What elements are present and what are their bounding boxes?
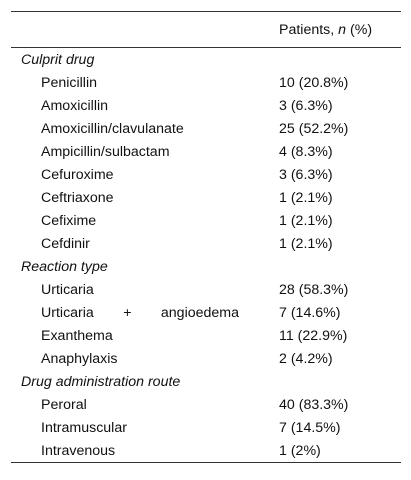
row-value: 7 (14.6%) <box>279 304 341 321</box>
row-value: 2 (4.2%) <box>279 350 333 367</box>
row-label: Cefdinir <box>41 235 90 252</box>
table-row <box>11 209 401 232</box>
row-label: Ceftriaxone <box>41 189 114 206</box>
label-part: angioedema <box>160 304 239 321</box>
row-value: 11 (22.9%) <box>279 327 348 344</box>
table-body <box>11 48 401 463</box>
patients-column-header <box>279 12 401 48</box>
table-row <box>11 347 401 370</box>
row-label: Urticaria <box>41 281 94 298</box>
label-part: + <box>123 304 132 321</box>
row-label: Amoxicillin <box>41 97 109 114</box>
row-value: 3 (6.3%) <box>279 97 333 114</box>
section-title-culprit-drug: Culprit drug <box>21 51 95 68</box>
table-row <box>11 278 401 301</box>
row-value: 1 (2.1%) <box>279 212 333 229</box>
patient-table-container <box>11 11 401 463</box>
table-row <box>11 393 401 416</box>
row-label: Intravenous <box>11 439 279 463</box>
patient-characteristics-table <box>11 11 401 463</box>
row-label: Peroral <box>41 396 87 413</box>
label-part: Urticaria <box>41 304 94 321</box>
table-row <box>11 71 401 94</box>
header-empty-cell <box>11 12 279 48</box>
header-label-prefix: Patients, <box>279 21 339 38</box>
row-label: Amoxicillin/clavulanate <box>41 120 184 137</box>
row-label: Exanthema <box>41 327 113 344</box>
table-row <box>11 416 401 439</box>
row-label: Penicillin <box>41 74 97 91</box>
row-value: 1 (2.1%) <box>279 235 333 252</box>
row-value: 1 (2%) <box>279 439 401 463</box>
row-label-justified <box>11 301 279 324</box>
section-row <box>11 48 401 72</box>
table-row <box>11 301 401 324</box>
row-value: 3 (6.3%) <box>279 166 333 183</box>
section-title-administration-route: Drug administration route <box>21 373 181 390</box>
row-value: 4 (8.3%) <box>279 143 333 160</box>
section-row <box>11 370 401 393</box>
row-label: Cefuroxime <box>41 166 114 183</box>
row-value: 25 (52.2%) <box>279 120 349 137</box>
header-label-suffix: (%) <box>346 21 373 38</box>
table-row <box>11 324 401 347</box>
row-value: 1 (2.1%) <box>279 189 333 206</box>
table-row <box>11 186 401 209</box>
table-row <box>11 163 401 186</box>
section-row <box>11 255 401 278</box>
row-label: Ampicillin/sulbactam <box>41 143 170 160</box>
row-value: 7 (14.5%) <box>279 419 341 436</box>
section-title-reaction-type: Reaction type <box>21 258 108 275</box>
header-label-n: n <box>338 21 347 38</box>
table-row <box>11 439 401 463</box>
table-header <box>11 12 401 48</box>
row-label: Intramuscular <box>41 419 127 436</box>
table-row <box>11 232 401 255</box>
justified-label <box>41 305 239 321</box>
table-row <box>11 140 401 163</box>
row-value: 40 (83.3%) <box>279 396 349 413</box>
row-label: Cefixime <box>41 212 97 229</box>
table-row <box>11 94 401 117</box>
table-row <box>11 117 401 140</box>
header-row <box>11 12 401 48</box>
row-value: 10 (20.8%) <box>279 74 349 91</box>
row-label: Anaphylaxis <box>41 350 118 367</box>
row-value: 28 (58.3%) <box>279 281 349 298</box>
